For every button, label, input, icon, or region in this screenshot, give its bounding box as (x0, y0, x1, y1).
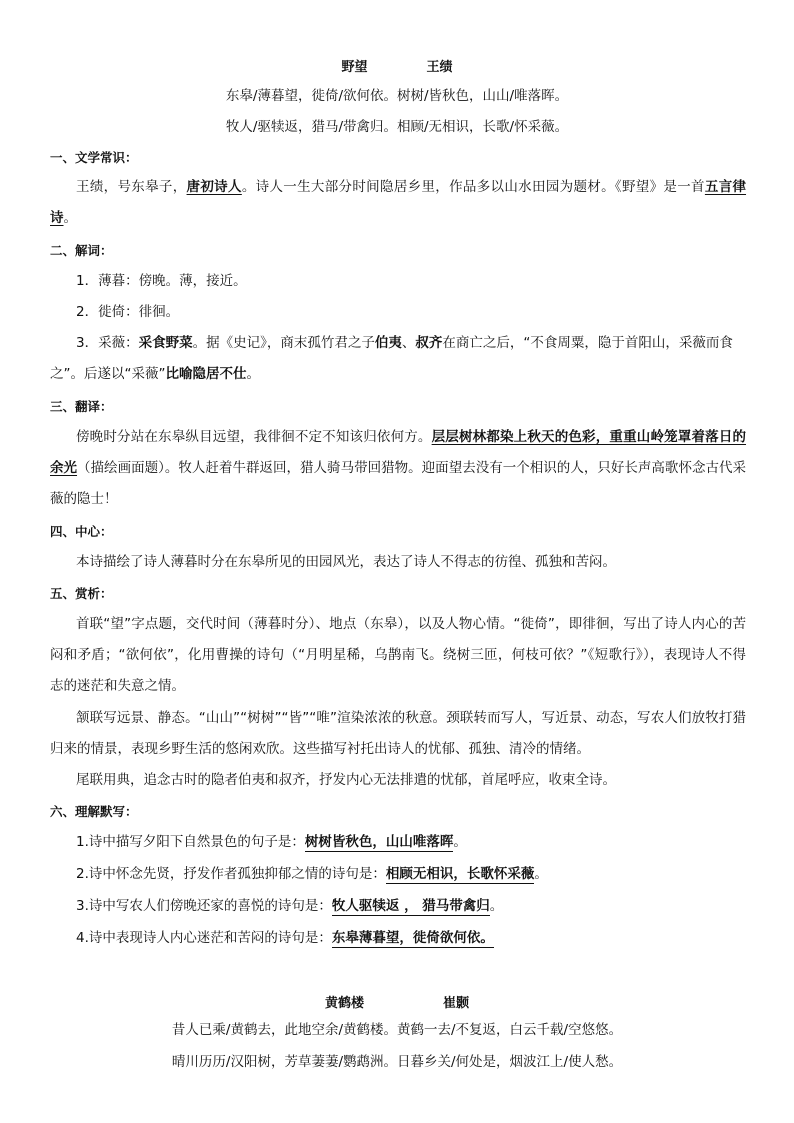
key-term: 五言律诗 (50, 179, 747, 226)
section-paragraph: 本诗描绘了诗人薄暮时分在东皋所见的田园风光，表达了诗人不得志的彷徨、孤独和苦闷。 (76, 554, 616, 570)
question-item (76, 827, 746, 858)
poem-line: 牧人/驱犊返，猎马/带禽归。相顾/无相识，长歌/怀采薇。 (225, 119, 569, 135)
text-span: 在商亡之后，“不食周粟，隐于首阳山，采薇而食之”。后遂以“采薇” (50, 335, 733, 382)
section-heading: 二、解词： (50, 243, 113, 258)
definition-item: 1．薄暮：傍晚。薄，接近。 (76, 273, 247, 289)
poem-line: 昔人已乘/黄鹤去，此地空余/黄鹤楼。黄鹤一去/不复返，白云千载/空悠悠。 (171, 1022, 623, 1038)
poem-line: 东皋/薄暮望，徙倚/欲何依。树树/皆秋色，山山/唯落晖。 (225, 88, 569, 104)
key-term: 伯夷 (374, 335, 402, 351)
poem-author: 王绩 (426, 60, 453, 75)
definition-item (50, 328, 746, 390)
key-term: 比喻隐居不仕 (165, 366, 247, 382)
section-heading: 一、文学常识： (50, 150, 138, 165)
key-term: 唐初诗人 (186, 179, 242, 195)
definition-item: 2．徙倚：徘徊。 (76, 304, 180, 320)
question-item (76, 891, 746, 922)
section-heading: 六、理解默写： (50, 804, 138, 819)
section-heading: 五、赏析： (50, 586, 113, 601)
section-paragraph: 首联“望”字点题，交代时间（薄暮时分）、地点（东皋），以及人物心情。“徙倚”，即徘徊，写出了诗人内心的苦闷和矛盾；“欲何依”，化用曹操的诗句（“月明星稀，乌鹊南飞。绕树三匝，何枝可依？”《短歌行》），表现诗人不得志的迷茫和失意之情。 (50, 616, 746, 694)
question-item (76, 859, 746, 890)
text-span: 。据《史记》，商末孤竹君之子 (192, 335, 375, 351)
answer-text: 牧人驱犊返 ， 猎马带禽归 (331, 898, 490, 914)
text-span: 。 (489, 898, 504, 914)
section-paragraph (50, 422, 746, 515)
section-heading: 三、翻译： (50, 399, 113, 414)
text-span: 、 (401, 335, 416, 351)
text-span: 。 (63, 210, 77, 226)
key-term: 叔齐 (415, 335, 443, 351)
text-span: 。 (246, 366, 260, 382)
question-text: 1.诗中描写夕阳下自然景色的句子是： (76, 834, 305, 850)
poem-title: 黄鹤楼 (324, 996, 364, 1011)
text-span: 。 (453, 834, 467, 850)
question-item (76, 923, 746, 954)
question-text: 3.诗中写农人们傍晚还家的喜悦的诗句是： (76, 898, 332, 914)
poem-title: 野望 (341, 60, 368, 75)
section-paragraph: 颔联写远景、静态。“山山”“树树”“皆”“唯”渲染浓浓的秋意。颈联转而写人，写近景、动态，写农人们放牧打猎归来的情景，表现乡野生活的悠闲欢欣。这些描写衬托出诗人的忧郁、孤独、清冷的情绪。 (50, 710, 746, 757)
text-span: 3．采薇： (76, 335, 139, 351)
key-term: 采食野菜 (138, 335, 193, 351)
text-span: 王绩，号东皋子， (76, 179, 187, 195)
section-heading: 四、中心： (50, 524, 113, 539)
answer-text: 相顾无相识，长歌怀采薇 (385, 866, 535, 882)
question-text: 4.诗中表现诗人内心迷茫和苦闷的诗句是： (76, 930, 332, 946)
poem-title-line (0, 56, 794, 75)
text-span: （描绘画面题）。牧人赶着牛群返回，猎人骑马带回猎物。迎面望去没有一个相识的人，只好长声高歌怀念古代采薇的隐士！ (50, 460, 747, 507)
text-span: 。 (534, 866, 548, 882)
key-sentence: 层层树林都染上秋天的色彩，重重山岭笼罩着落日的余光 (50, 429, 747, 476)
section-paragraph (50, 172, 746, 234)
answer-text: 东皋薄暮望，徙倚欲何依。 (331, 930, 494, 946)
poem-title-line (0, 992, 794, 1011)
question-text: 2.诗中怀念先贤，抒发作者孤独抑郁之情的诗句是： (76, 866, 386, 882)
text-span: 。诗人一生大部分时间隐居乡里，作品多以山水田园为题材。《野望》是一首 (241, 179, 705, 195)
section-paragraph: 尾联用典，追念古时的隐者伯夷和叔齐，抒发内心无法排遣的忧郁，首尾呼应，收束全诗。 (76, 772, 616, 788)
poem-line: 晴川历历/汉阳树，芳草萋萋/鹦鹉洲。日暮乡关/何处是，烟波江上/使人愁。 (171, 1054, 623, 1070)
poem-author: 崔颢 (443, 996, 470, 1011)
answer-text: 树树皆秋色，山山唯落晖 (304, 834, 454, 850)
text-span: 傍晚时分站在东皋纵目远望，我徘徊不定不知该归依何方。 (76, 429, 432, 445)
